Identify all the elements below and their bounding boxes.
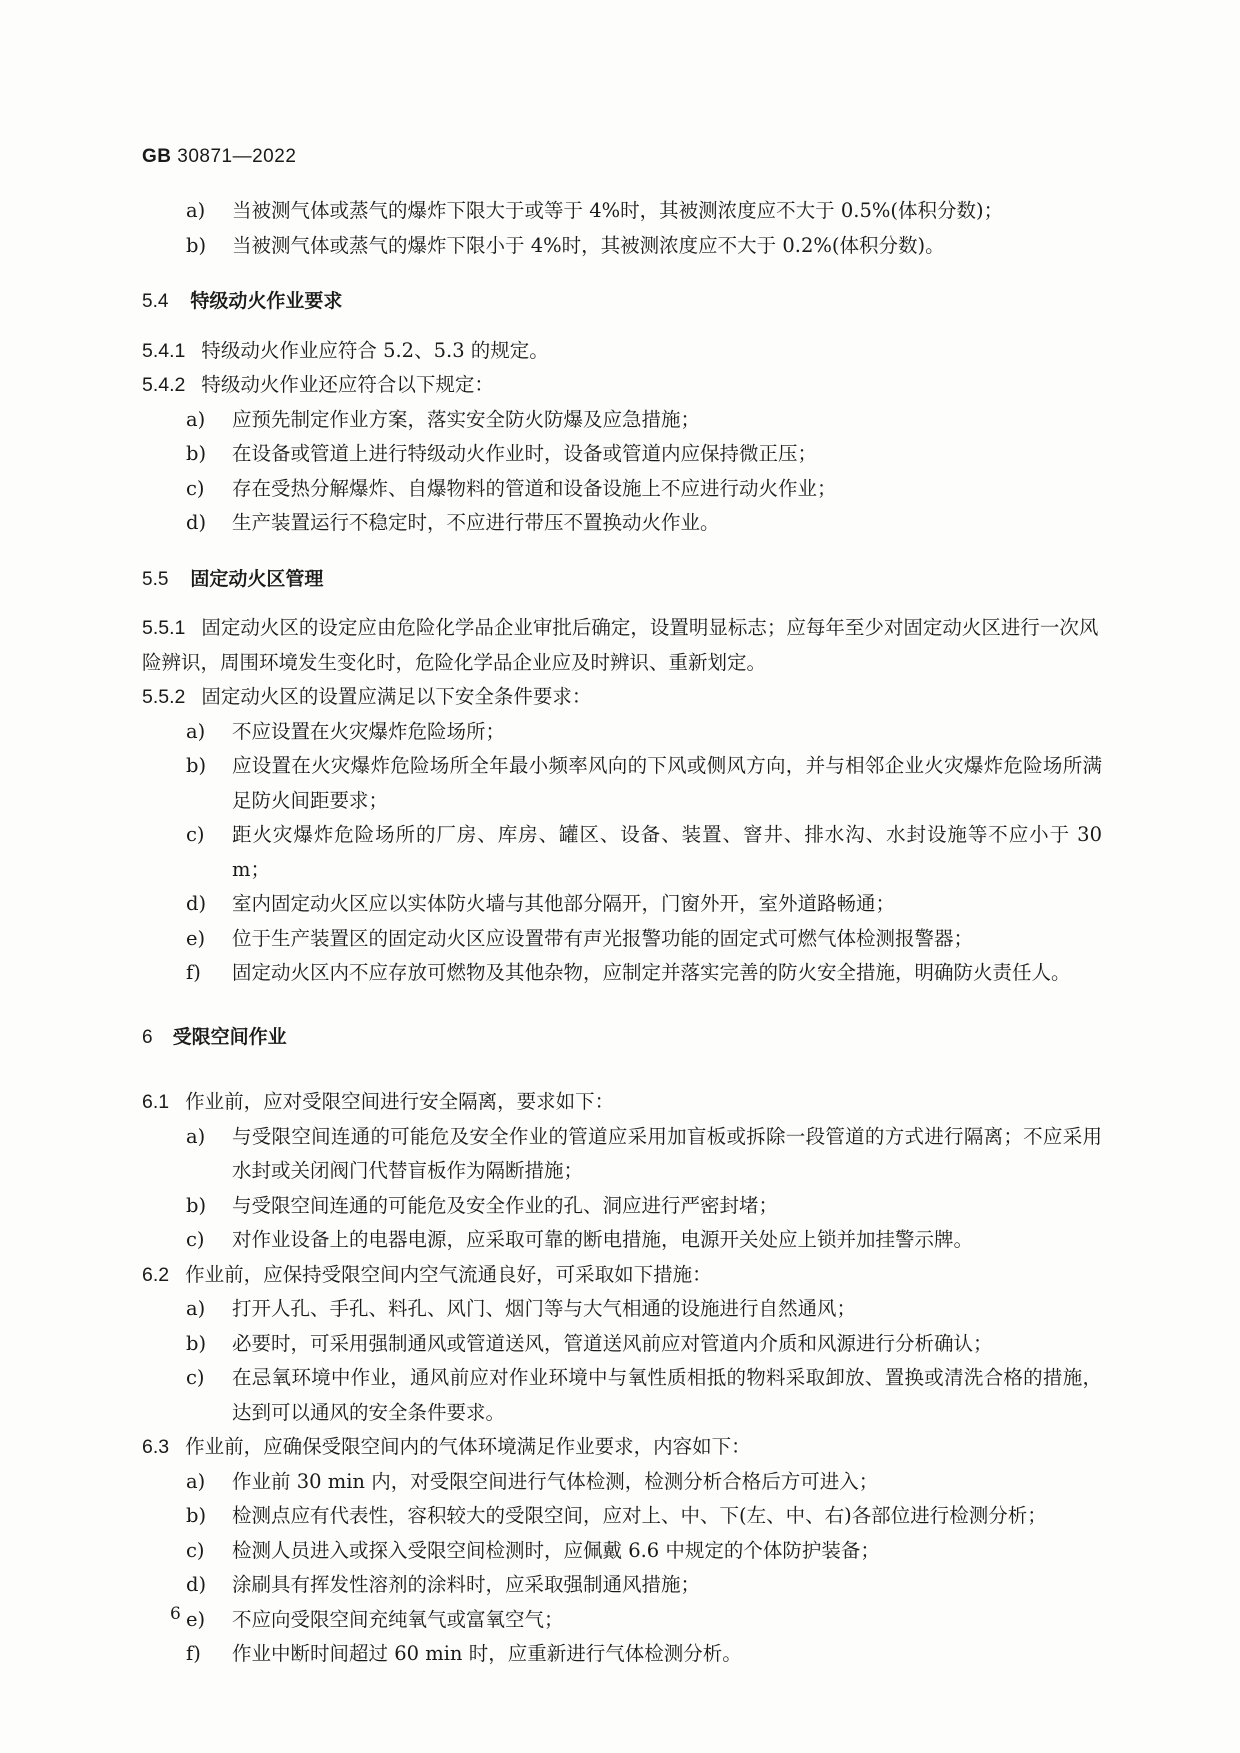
item-text: 在忌氧环境中作业，通风前应对作业环境中与氧性质相抵的物料采取卸放、置换或清洗合格的措施，达到可以通风的安全条件要求。 [232,1366,1102,1424]
chapter-heading-6 [142,1021,1102,1056]
list-item [142,506,1102,541]
item-text: 不应设置在火灾爆炸危险场所； [232,719,506,743]
clause-text: 特级动火作业应符合 5.2、5.3 的规定。 [201,338,549,362]
item-label: c) [186,1538,205,1562]
list-item [142,887,1102,922]
item-text: 固定动火区内不应存放可燃物及其他杂物，应制定并落实完善的防火安全措施，明确防火责任人。 [232,961,1071,984]
section-heading-5-5 [142,563,1102,598]
item-label: a) [186,1124,206,1148]
item-text: 生产装置运行不稳定时，不应进行带压不置换动火作业。 [232,511,720,534]
item-text: 当被测气体或蒸气的爆炸下限小于 4%时，其被测浓度应不大于 0.2%(体积分数)。 [232,233,945,257]
list-item [142,1637,1102,1672]
clause-text: 作业前，应对受限空间进行安全隔离，要求如下： [185,1090,615,1113]
item-text: 应设置在火灾爆炸危险场所全年最小频率风向的下风或侧风方向，并与相邻企业火灾爆炸危险场所满足防火间距要求； [232,754,1102,812]
list-item [142,956,1102,991]
clause-6-2 [142,1258,1102,1293]
standard-code: GB [142,146,172,167]
clause-number: 6.2 [142,1263,170,1286]
item-text: 与受限空间连通的可能危及安全作业的管道应采用加盲板或拆除一段管道的方式进行隔离；不应采用水封或关闭阀门代替盲板作为隔断措施； [232,1124,1102,1182]
list-item [142,1292,1102,1327]
item-text: 距火灾爆炸危险场所的厂房、库房、罐区、设备、装置、窨井、排水沟、水封设施等不应小于 30 m； [232,823,1102,881]
item-text: 涂刷具有挥发性溶剂的涂料时，应采取强制通风措施； [232,1573,701,1596]
item-label: d) [186,892,207,915]
item-label: e) [186,926,206,950]
list-item [142,1327,1102,1362]
clause-text: 特级动火作业还应符合以下规定： [201,373,494,396]
standard-number: 30871—2022 [177,146,297,167]
section-heading-5-4 [142,285,1102,320]
clause-5-5-2 [142,680,1102,715]
section-title: 特级动火作业要求 [190,291,343,312]
list-item [142,1603,1102,1638]
list-item [142,922,1102,957]
list-item [142,1568,1102,1603]
list-item [142,1499,1102,1534]
item-text: 检测点应有代表性，容积较大的受限空间，应对上、中、下(左、中、右)各部位进行检测分析； [232,1504,1047,1527]
item-label: b) [186,1504,207,1527]
item-label: b) [186,754,207,777]
item-label: e) [186,1607,206,1631]
section-number: 5.4 [142,291,169,312]
list-item [142,229,1102,264]
list-item [142,1534,1102,1569]
item-text: 检测人员进入或探入受限空间检测时，应佩戴 6.6 中规定的个体防护装备； [232,1538,880,1562]
item-text: 作业中断时间超过 60 min 时，应重新进行气体检测分析。 [232,1642,742,1665]
clause-5-4-2 [142,368,1102,403]
item-label: f) [186,961,201,984]
item-label: a) [186,407,206,431]
document-body [142,194,1102,1672]
clause-6-3 [142,1430,1102,1465]
item-label: a) [186,719,206,743]
list-item [142,818,1102,887]
clause-number: 5.4.2 [142,374,186,396]
item-text: 位于生产装置区的固定动火区应设置带有声光报警功能的固定式可燃气体检测报警器； [232,926,974,950]
list-item [142,1120,1102,1189]
clause-number: 5.5.2 [142,686,186,708]
list-item [142,1465,1102,1500]
clause-text: 作业前，应保持受限空间内空气流通良好，可采取如下措施： [185,1262,712,1286]
item-label: b) [186,233,207,257]
list-item [142,194,1102,229]
clause-text: 固定动火区的设置应满足以下安全条件要求： [201,685,592,708]
page-number: 6 [170,1604,181,1624]
list-item [142,472,1102,507]
clause-text: 固定动火区的设定应由危险化学品企业审批后确定，设置明显标志；应每年至少对固定动火区进行一次风险辨识，周围环境发生变化时，危险化学品企业应及时辨识、重新划定。 [142,616,1099,674]
item-text: 与受限空间连通的可能危及安全作业的孔、洞应进行严密封堵； [232,1193,779,1217]
item-label: d) [186,1573,207,1596]
chapter-number: 6 [142,1026,153,1048]
item-text: 对作业设备上的电器电源，应采取可靠的断电措施，电源开关处应上锁并加挂警示牌。 [232,1228,974,1251]
clause-text: 作业前，应确保受限空间内的气体环境满足作业要求，内容如下： [185,1435,751,1458]
list-item [142,1189,1102,1224]
item-label: c) [186,1228,205,1251]
item-label: b) [186,442,207,465]
list-item [142,403,1102,438]
clause-number: 5.4.1 [142,339,186,362]
item-text: 存在受热分解爆炸、自爆物料的管道和设备设施上不应进行动火作业； [232,476,837,500]
item-label: a) [186,1469,206,1493]
item-text: 室内固定动火区应以实体防火墙与其他部分隔开，门窗外开，室外道路畅通； [232,892,896,915]
item-label: c) [186,1366,205,1389]
clause-5-5-1 [142,611,1102,680]
page-header [142,146,296,168]
item-label: a) [186,1297,206,1320]
item-label: b) [186,1193,207,1217]
chapter-title: 受限空间作业 [172,1026,287,1048]
item-label: c) [186,823,205,846]
list-item [142,437,1102,472]
item-label: c) [186,476,205,500]
section-number: 5.5 [142,568,169,590]
item-text: 当被测气体或蒸气的爆炸下限大于或等于 4%时，其被测浓度应不大于 0.5%(体积分数)； [232,199,1004,222]
clause-number: 6.3 [142,1436,170,1458]
list-item [142,1361,1102,1430]
item-text: 作业前 30 min 内，对受限空间进行气体检测，检测分析合格后方可进入； [232,1469,879,1493]
clause-5-4-1 [142,334,1102,369]
item-label: a) [186,199,206,222]
section-title: 固定动火区管理 [190,568,324,590]
item-text: 在设备或管道上进行特级动火作业时，设备或管道内应保持微正压； [232,442,818,465]
item-text: 应预先制定作业方案，落实安全防火防爆及应急措施； [232,407,701,431]
list-item [142,715,1102,750]
item-text: 不应向受限空间充纯氧气或富氧空气； [232,1607,564,1631]
clause-6-1 [142,1085,1102,1120]
clause-number: 5.5.1 [142,617,186,639]
clause-number: 6.1 [142,1091,170,1113]
list-item [142,1223,1102,1258]
item-label: d) [186,511,207,534]
list-item [142,749,1102,818]
item-text: 打开人孔、手孔、料孔、风门、烟门等与大气相通的设施进行自然通风； [232,1297,857,1320]
item-text: 必要时，可采用强制通风或管道送风，管道送风前应对管道内介质和风源进行分析确认； [232,1331,993,1355]
item-label: f) [186,1642,201,1665]
item-label: b) [186,1331,207,1355]
